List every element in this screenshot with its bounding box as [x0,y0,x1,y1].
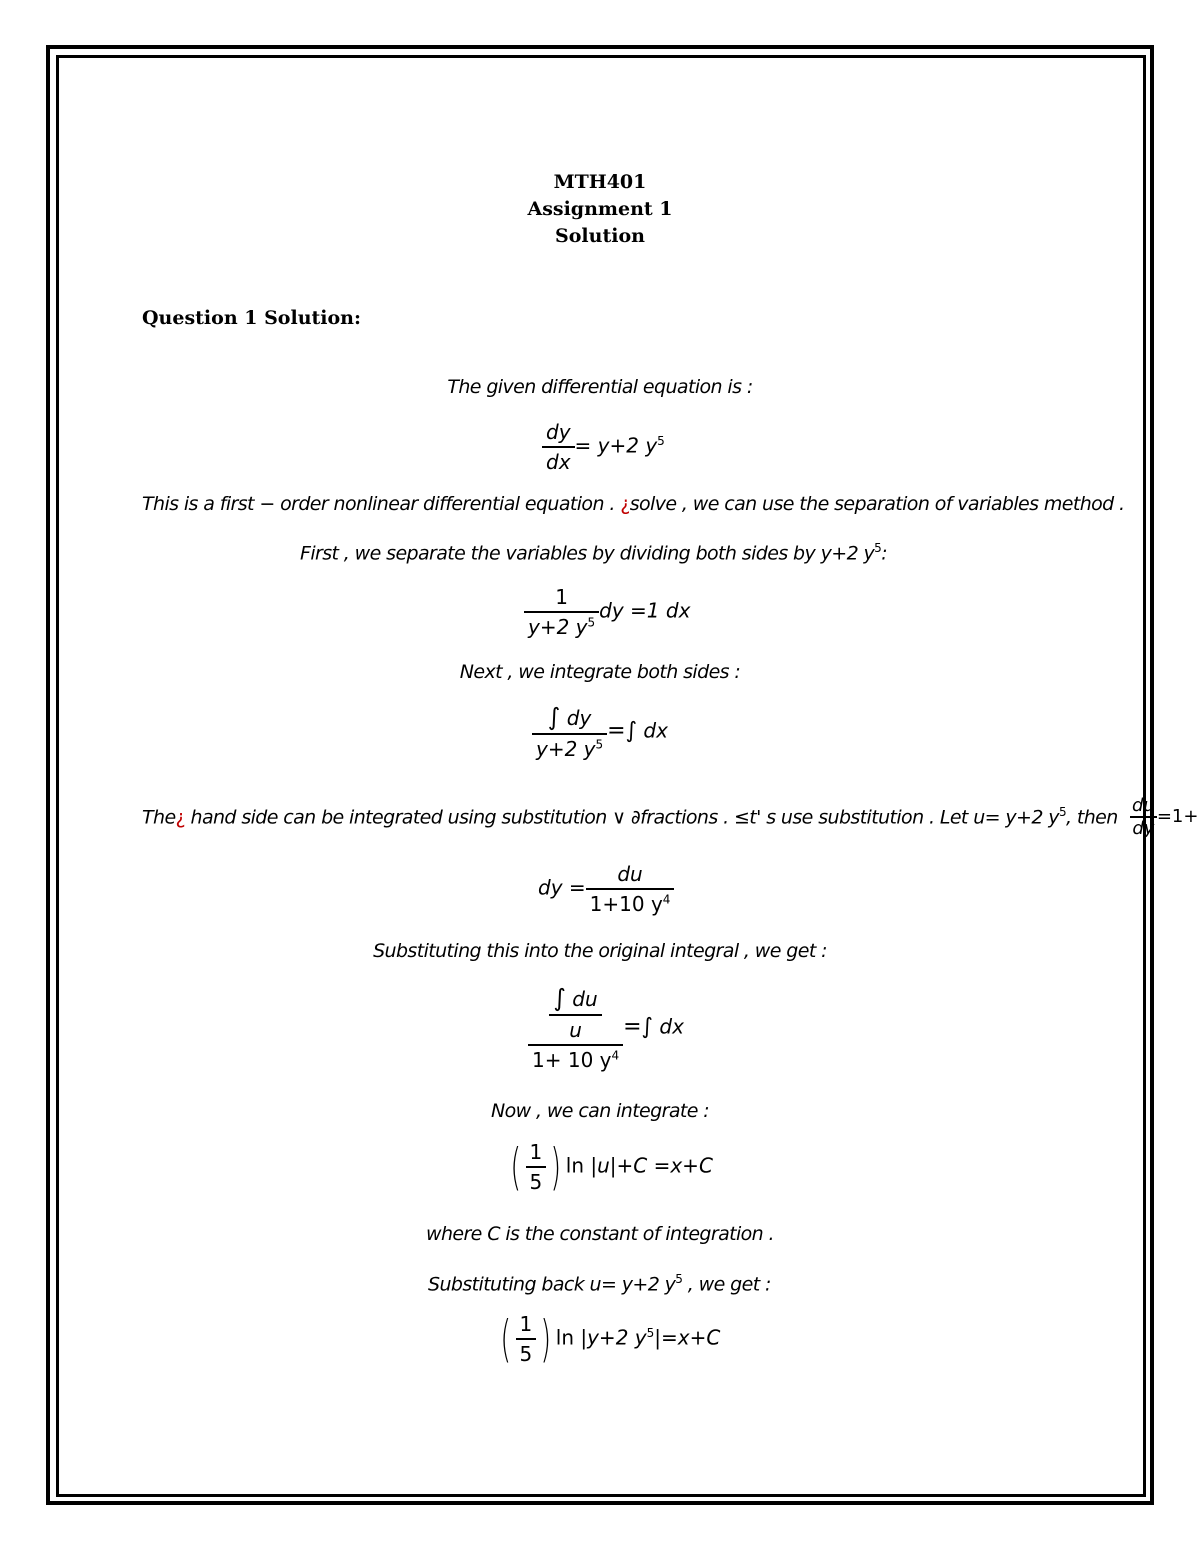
eq3-denominator: y+2 y [536,737,596,761]
eq7-abs: |y+2 y [580,1325,647,1350]
substituting-line: Substituting this into the original integral , we get : [373,940,827,962]
eq2-denominator: y+2 y [528,615,588,639]
dy-denominator: dy [1132,818,1155,839]
equation-1 [542,420,665,474]
lhs-part2: hand side can be integrated using substitution ∨ ∂fractions . ≤t' s use substitution . Let u= y+2 y [190,806,1059,829]
equation-6: ( $\frac{1}{5}$ ) ln |u|+C =x+C [510,1138,713,1196]
du-dy-fraction [1130,795,1198,839]
first-step-text: First , we separate the variables by dividing both sides by [300,542,816,565]
eq3-numerator: dy [560,706,592,730]
eq4-denominator: 1+10 y [589,892,663,916]
eq6-frac-numerator: 1 [526,1140,547,1168]
eq5-mid: u [569,1018,582,1042]
question-heading: Question 1 Solution: [142,307,362,329]
next-step-line: Next , we integrate both sides : [459,661,741,683]
where-c-line: where C is the constant of integration . [426,1223,774,1245]
eq1-denominator: dx [546,450,571,474]
explain-part1: This is a first − order nonlinear differential equation . [142,493,615,515]
substituting-back-line [428,1272,771,1295]
intro-line: The given differential equation is : [447,376,753,398]
eq5-denominator: 1+ 10 y [532,1048,612,1072]
ln-function: ln [555,1325,574,1350]
du-numerator: du [1132,795,1155,816]
eq2-den-exponent: 5 [587,615,596,630]
ln-function: ln [565,1153,584,1178]
equation-3 [532,703,668,761]
eq6-frac-denominator: 5 [529,1170,543,1194]
explain-glyph: ¿ [620,493,630,515]
lhs-line [142,805,1118,828]
sub-back-part2: , we get : [687,1273,771,1296]
eq3-rhs: dx [637,718,668,743]
first-step-exponent: 5 [874,541,882,555]
integral-sign: ∫ [553,984,566,1012]
integral-sign: =∫ [623,1014,654,1040]
course-title: MTH401 [553,171,647,193]
sub-back-exponent: 5 [675,1272,683,1286]
lhs-part1: The [142,806,176,829]
integral-sign: ∫ [547,703,561,731]
eq2-numerator: 1 [524,585,599,613]
assignment-title: Assignment 1 [527,198,673,220]
solution-title: Solution [555,225,645,247]
eq5-rhs: dx [653,1014,684,1039]
integral-sign: =∫ [607,718,638,744]
lhs-exponent: 5 [1058,805,1066,819]
now-integrate-line: Now , we can integrate : [490,1100,710,1122]
eq6-rest: |u|+C =x+C [590,1153,713,1178]
equation-7: ( $\frac{1}{5}$ ) ln |y+2 $y^5|=x+C$ [500,1310,721,1368]
first-step-line [300,541,887,564]
eq4-lhs: dy = [538,875,586,900]
lhs-tail: =1+ [1156,806,1199,827]
eq7-frac-denominator: 5 [519,1342,533,1366]
lhs-glyph: ¿ [175,806,186,829]
eq3-den-exponent: 5 [595,737,604,752]
eq1-rhs: = y+2 y [574,433,658,458]
eq1-exponent: 5 [657,433,665,448]
lhs-part3: , then [1065,806,1118,829]
equation-2 [524,585,690,639]
eq5-top: du [565,987,598,1011]
equation-5 [528,984,684,1072]
eq4-den-exponent: 4 [662,892,671,907]
explain-part2: solve , we can use the separation of variables method . [629,493,1125,515]
sub-back-part1: Substituting back u= y+2 y [428,1273,676,1296]
eq7-rest: |=x+C [654,1325,721,1350]
equation-4 [538,862,674,916]
eq4-numerator: du [586,862,675,890]
eq2-rhs: dy =1 dx [599,598,691,623]
explain-line [142,493,1125,515]
eq1-numerator: dy [542,420,575,448]
eq5-den-exponent: 4 [611,1048,620,1063]
first-step-colon: : [881,542,888,565]
eq7-abs-exponent: 5 [646,1325,655,1340]
first-step-expr: y+2 y [820,542,875,565]
eq7-frac-numerator: 1 [516,1312,537,1340]
